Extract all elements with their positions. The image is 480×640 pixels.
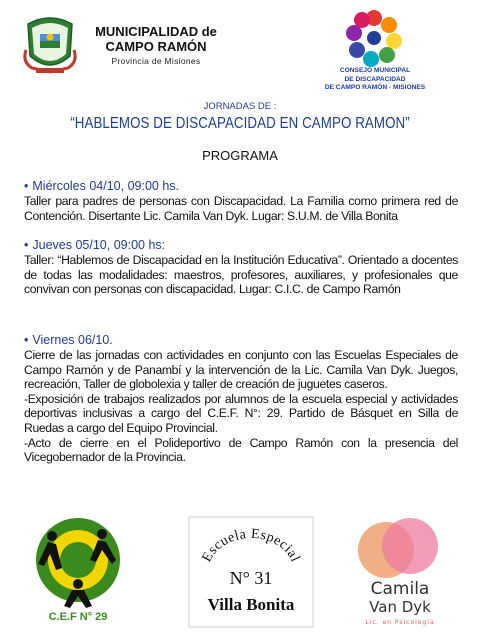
agenda-description [24,194,458,223]
province-label: Provincia de Misiones [111,56,201,66]
agenda-description [24,348,458,465]
program-heading: PROGRAMA [202,148,278,163]
agenda-date [24,238,458,253]
agenda-date-text: Miércoles 04/10, 09:00 hs. [32,179,180,193]
camila-logo-line1: Camila [370,579,430,599]
bullet-icon: • [24,333,29,347]
council-name-line2: DE DISCAPACIDAD [344,75,406,83]
agenda-date [24,333,458,348]
agenda-paragraph: Cierre de las jornadas con actividades en conjunto con las Escuelas Especiales de Campo Ramón y de Panambí y la intervención de la Lic. Camila Van Dyk. Juegos, recreación, Taller de globolexia y taller de creación de juguetes caseros. [24,348,458,392]
agenda-day-wednesday [24,179,458,223]
agenda-paragraph: -Acto de cierre en el Polideportivo de Campo Ramón con la presencia del Vicegobernador de la Provincia. [24,435,458,465]
agenda-paragraph: Taller: “Hablemos de Discapacidad en la Institución Educativa”. Orientado a docentes de todas las modalidades: maestros, profesores, auxiliares, y profesionales que convivan con personas con discapacidad. Lugar: C.I.C. de Campo Ramón [24,253,458,297]
agenda-date [24,179,458,194]
council-name-line3: DE CAMPO RAMÓN - MISIONES [324,84,426,91]
agenda-date-text: Viernes 06/10. [32,333,113,347]
council-name-line1: CONSEJO MUNICIPAL [339,67,411,74]
bullet-icon: • [24,238,29,252]
bullet-icon: • [24,179,29,193]
camila-van-dyk-logo [348,514,452,630]
cef-29-logo [18,514,138,626]
school-number: N° 31 [229,568,273,588]
event-title: “HABLEMOS DE DISCAPACIDAD EN CAMPO RAMON” [70,115,410,132]
school-arc-text: Escuela Especial [199,526,303,565]
agenda-date-text: Jueves 05/10, 09:00 hs: [32,238,166,252]
agenda-paragraph: Taller para padres de personas con Discapacidad. La Familia como primera red de Contención. Disertante Lic. Camila Van Dyk. Lugar: S.U.M. de Villa Bonita [24,194,458,223]
municipality-name-line1: MUNICIPALIDAD de [95,24,217,39]
municipality-name [86,24,226,54]
camila-logo-line2: Van Dyk [369,598,431,616]
cef-logo-label: C.E.F N° 29 [48,611,108,623]
camila-logo-subtitle: Lic. en Psicología [365,619,435,626]
municipality-name-line2: CAMPO RAMÓN [105,39,207,54]
agenda-description [24,253,458,297]
jornadas-label: JORNADAS DE : [203,101,277,112]
disability-council-logo [326,6,422,76]
special-school-logo [188,516,314,628]
council-name [300,67,450,93]
agenda-day-friday [24,333,458,465]
agenda-paragraph: -Exposición de trabajos realizados por alumnos de la escuela especial y actividades deportivas inclusivas a cargo del C.E.F. N°: 29. Partido de Básquet en Silla de Ruedas a cargo del Equipo Provincial. [24,391,458,435]
school-place: Villa Bonita [207,595,295,614]
agenda-day-thursday [24,238,458,297]
municipality-seal-logo [22,14,78,76]
